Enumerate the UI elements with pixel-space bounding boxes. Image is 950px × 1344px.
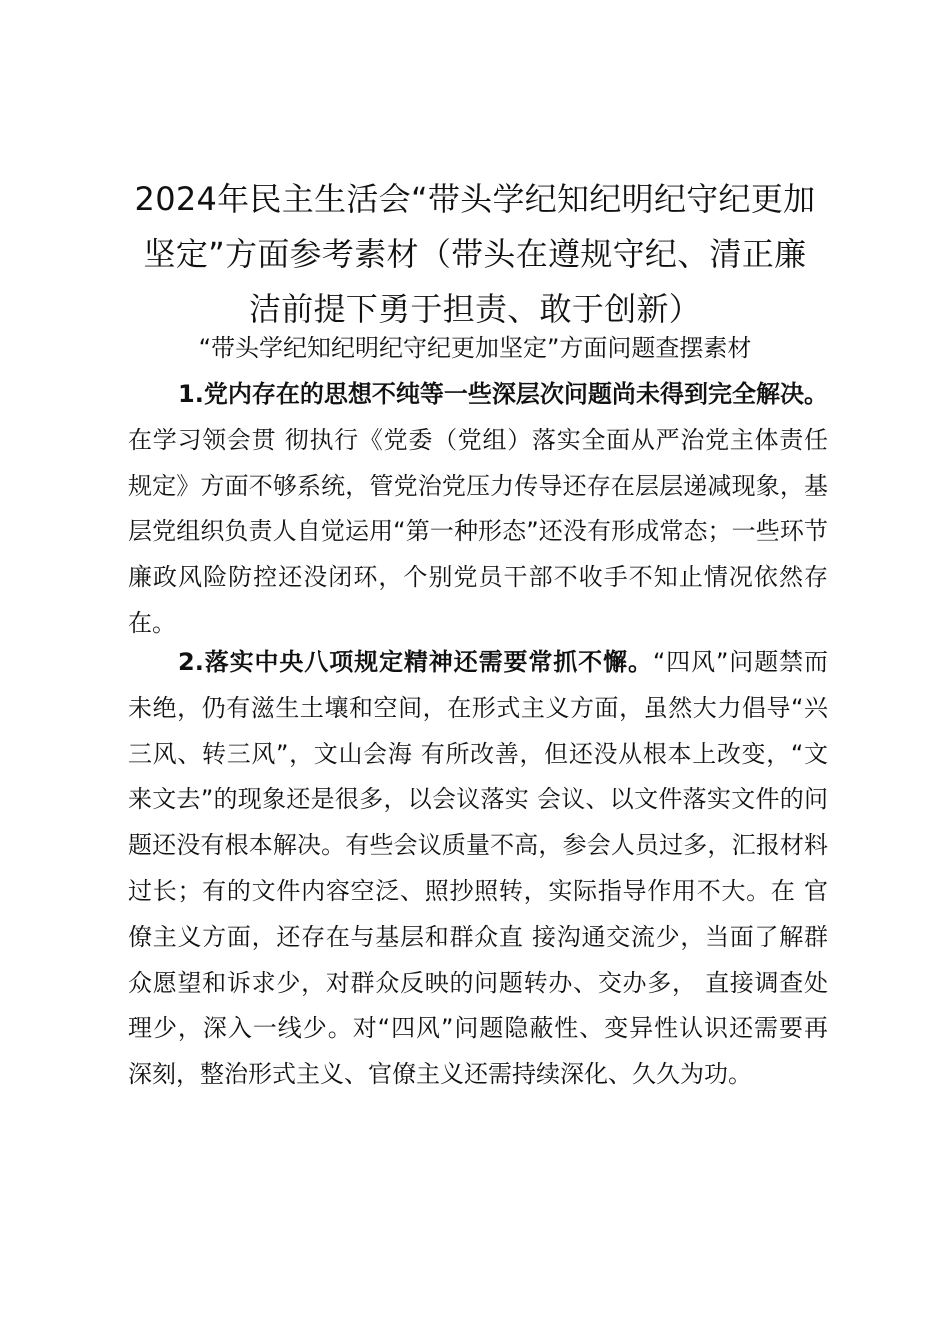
document-title: 2024年民主生活会“带头学纪知纪明纪守纪更加坚定”方面参考素材（带头在遵规守纪、清正廉洁前提下勇于担责、敢于创新） — [134, 180, 816, 328]
paragraph-2 — [128, 640, 828, 1098]
paragraph-1 — [128, 372, 828, 647]
paragraph-1-body: 在学习领会贯 彻执行《党委（党组）落实全面从严治党主体责任规定》方面不够系统，管党治党压力传导还存在层层递减现象，基层党组织负责人自觉运用“第一种形态”还没有形成常态；一些环节廉政风险防控还没闭环，个别党员干部不收手不知止情况依然存在。 — [128, 425, 828, 637]
document-subtitle: “带头学纪知纪明纪守纪更加坚定”方面问题查摆素材 — [198, 334, 752, 362]
paragraph-2-lead: 2.落实中央八项规定精神还需要常抓不懈。 — [178, 648, 653, 676]
paragraph-2-body: “四风”问题禁而未绝，仍有滋生土壤和空间，在形式主义方面，虽然大力倡导“兴三风、转三风”，文山会海 有所改善，但还没从根本上改变，“文来文去”的现象还是很多，以会议落实 会议、以文件落实文件的问题还没有根本解决。有些会议质量不高，参会人员过多，汇报材料过长；有的文件内容空泛、照抄照转，实际指导作用不大。在 官僚主义方面，还存在与基层和群众直 接沟通交流少，当面了解群众愿望和诉求少，对群众反映的问题转办、交办多， 直接调查处理少，深入一线少。对“四风”问题隐蔽性、变异性认识还需要再 深刻，整治形式主义、官僚主义还需持续深化、久久为功。 — [128, 648, 828, 1089]
paragraph-1-lead: 1.党内存在的思想不纯等一些深层次问题尚未得到完全解决。 — [178, 380, 828, 408]
